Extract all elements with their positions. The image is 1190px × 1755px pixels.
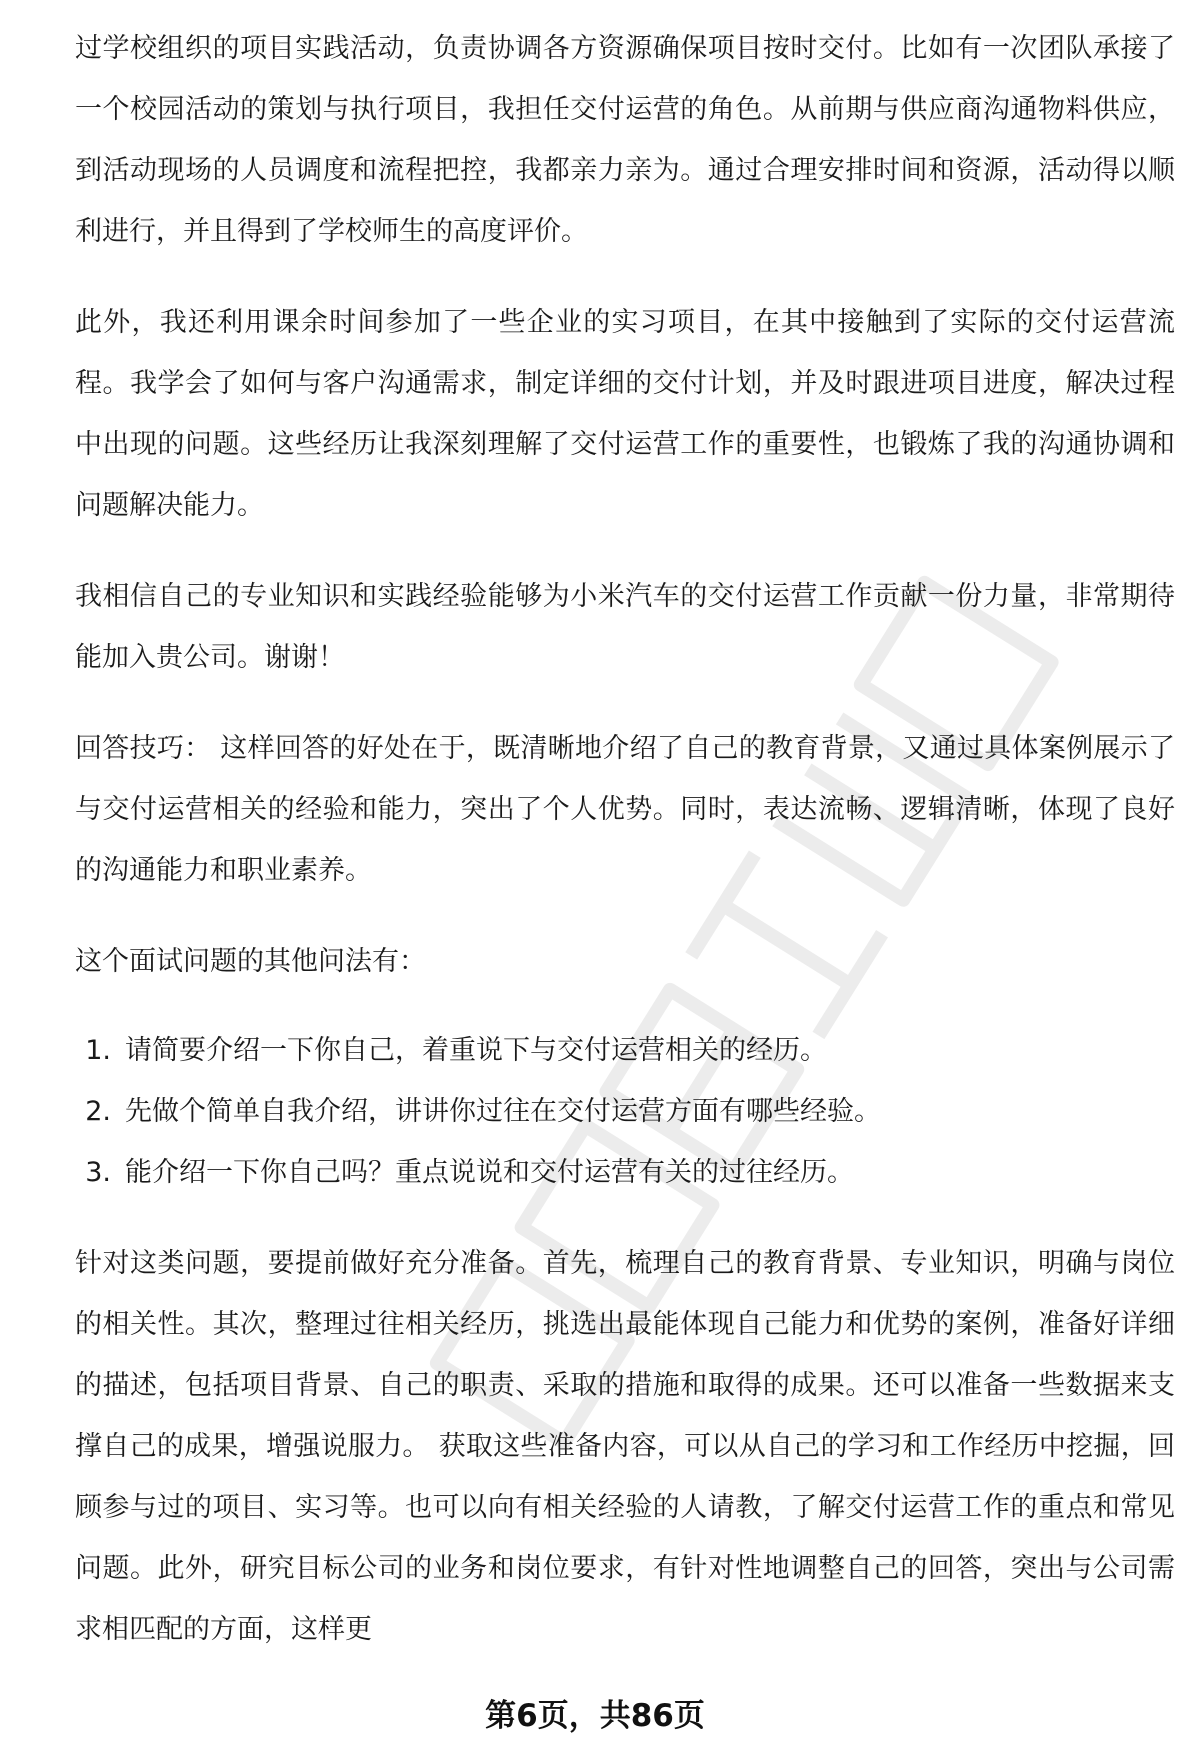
list-item xyxy=(75,1142,1175,1203)
paragraph-closing: 我相信自己的专业知识和实践经验能够为小米汽车的交付运营工作贡献一份力量，非常期待能加入贵公司。谢谢！ xyxy=(75,581,1175,673)
document-body xyxy=(75,18,1175,1690)
list-item-number: 1. xyxy=(85,1035,111,1066)
paragraph-alt-questions-intro: 这个面试问题的其他问法有： xyxy=(75,946,426,977)
page-number-footer: 第6页，共86页 xyxy=(485,1698,705,1734)
list-item-number: 3. xyxy=(85,1157,111,1188)
paragraph-internship: 此外，我还利用课余时间参加了一些企业的实习项目，在其中接触到了实际的交付运营流程。我学会了如何与客户沟通需求，制定详细的交付计划，并及时跟进项目进度，解决过程中出现的问题。这些经历让我深刻理解了交付运营工作的重要性，也锻炼了我的沟通协调和问题解决能力。 xyxy=(75,307,1175,521)
paragraph-answer-tips: 回答技巧： 这样回答的好处在于，既清晰地介绍了自己的教育背景，又通过具体案例展示了与交付运营相关的经验和能力，突出了个人优势。同时，表达流畅、逻辑清晰，体现了良好的沟通能力和职业素养。 xyxy=(75,733,1175,886)
paragraph-project-practice: 过学校组织的项目实践活动，负责协调各方资源确保项目按时交付。比如有一次团队承接了一个校园活动的策划与执行项目，我担任交付运营的角色。从前期与供应商沟通物料供应，到活动现场的人员调度和流程把控，我都亲力亲为。通过合理安排时间和资源，活动得以顺利进行，并且得到了学校师生的高度评价。 xyxy=(75,33,1175,247)
list-item-number: 2. xyxy=(85,1096,111,1127)
list-item-text: 先做个简单自我介绍，讲讲你过往在交付运营方面有哪些经验。 xyxy=(125,1096,881,1127)
list-item xyxy=(75,1020,1175,1081)
paragraph-preparation-advice: 针对这类问题，要提前做好充分准备。首先，梳理自己的教育背景、专业知识，明确与岗位的相关性。其次，整理过往相关经历，挑选出最能体现自己能力和优势的案例，准备好详细的描述，包括项目背景、自己的职责、采取的措施和取得的成果。还可以准备一些数据来支撑自己的成果，增强说服力。 获取这些准备内容，可以从自己的学习和工作经历中挖掘，回顾参与过的项目、实习等。也可以向有相关经验的人请教，了解交付运营工作的重点和常见问题。此外，研究目标公司的业务和岗位要求，有针对性地调整自己的回答，突出与公司需求相匹配的方面，这样更 xyxy=(75,1248,1175,1645)
list-item-text: 请简要介绍一下你自己，着重说下与交付运营相关的经历。 xyxy=(125,1035,827,1066)
list-item xyxy=(75,1081,1175,1142)
alt-questions-list xyxy=(75,1020,1175,1203)
list-item-text: 能介绍一下你自己吗？重点说说和交付运营有关的过往经历。 xyxy=(125,1157,854,1188)
